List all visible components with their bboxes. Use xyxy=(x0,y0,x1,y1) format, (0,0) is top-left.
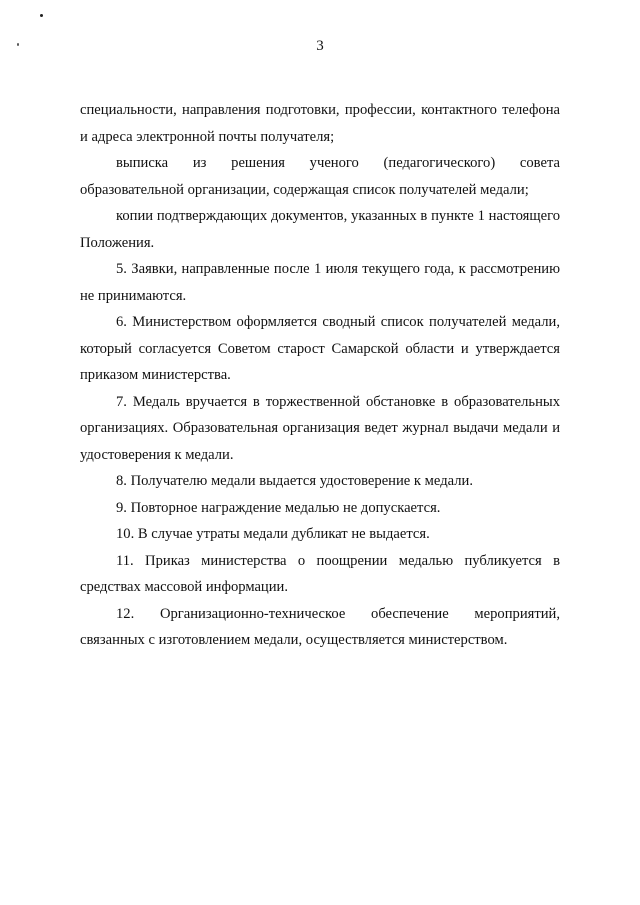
paragraph-item-7: 7. Медаль вручается в торжественной обстановке в образовательных организациях. Образовательная организация ведет журнал выдачи медали и удостоверения к медали. xyxy=(80,393,560,463)
scan-speck xyxy=(40,14,43,17)
paragraph-continuation-specialty: специальности, направления подготовки, профессии, контактного телефона и адреса электронной почты получателя; xyxy=(80,102,560,145)
paragraph-council-extract: выписка из решения ученого (педагогического) совета образовательной организации, содержащая список получателей медали; xyxy=(80,155,560,198)
paragraph-document-copies: копии подтверждающих документов, указанных в пункте 1 настоящего Положения. xyxy=(80,208,560,251)
paragraph-item-11: 11. Приказ министерства о поощрении медалью публикуется в средствах массовой информации. xyxy=(80,552,560,595)
paragraph-item-12: 12. Организационно-техническое обеспечение мероприятий, связанных с изготовлением медали, осуществляется министерством. xyxy=(80,605,560,648)
page-number: 3 xyxy=(316,38,324,54)
paragraph-item-5: 5. Заявки, направленные после 1 июля текущего года, к рассмотрению не принимаются. xyxy=(80,261,560,304)
paragraph-item-8: 8. Получателю медали выдается удостоверение к медали. xyxy=(116,473,473,489)
paragraph-item-10: 10. В случае утраты медали дубликат не выдается. xyxy=(116,526,430,542)
document-body xyxy=(80,97,560,654)
paragraph-item-6: 6. Министерством оформляется сводный список получателей медали, который согласуется Советом старост Самарской области и утверждается приказом министерства. xyxy=(80,314,560,383)
paragraph-item-9: 9. Повторное награждение медалью не допускается. xyxy=(116,499,441,516)
